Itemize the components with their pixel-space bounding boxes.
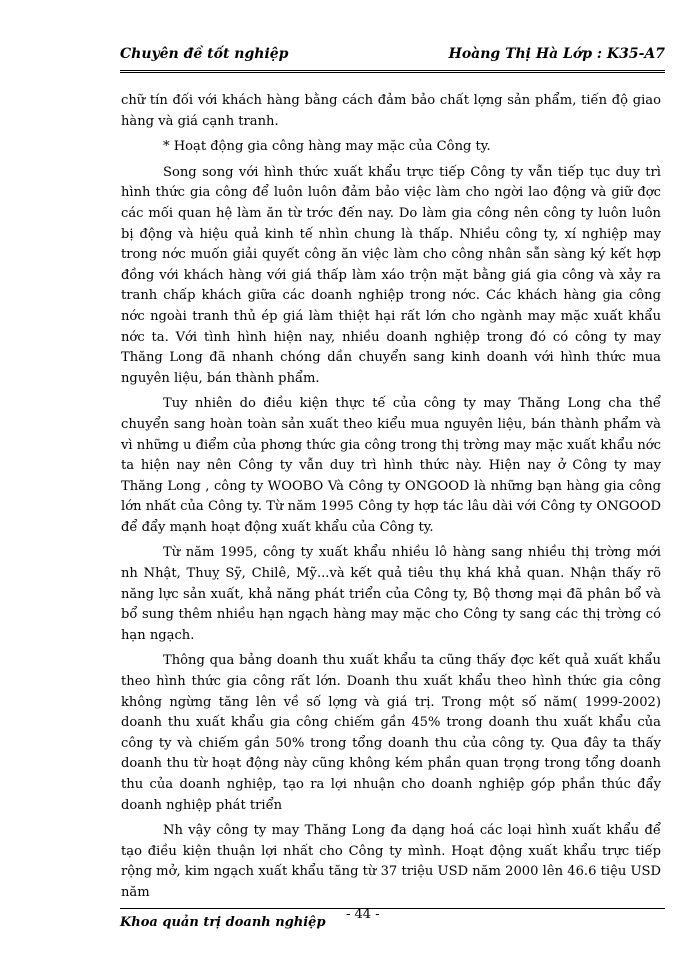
section-heading: * Hoạt động gia công hàng may mặc của Công ty. bbox=[163, 139, 491, 155]
paragraph: Thông qua bảng doanh thu xuất khẩu ta cũng thấy đợc kết quả xuất khẩu theo hình thức gia công rất lớn. Doanh thu xuất khẩu theo hình thức gia công không ngừng tăng lên về số lợng và giá trị. Trong một số năm( 1999-2002) doanh thu xuất khẩu gia công chiếm gần 45% trong doanh thu xuất khẩu của công ty và chiếm gần 50% trong tổng doanh thu của công ty. Qua đây ta thấy doanh thu từ hoạt động này cũng không kém phần quan trọng trong tổng doanh thu của doanh nghiệp, tạo ra lợi nhuận cho doanh nghiệp góp phần thúc đẩy doanh nghiệp phát triển bbox=[121, 653, 661, 813]
footer-department: Khoa quản trị doanh nghiệp bbox=[120, 915, 326, 930]
paragraph: Song song với hình thức xuất khẩu trực tiếp Công ty vẫn tiếp tục duy trì hình thức gia công để luôn luôn đảm bảo việc làm cho ngời lao động và giữ đợc các mối quan hệ làm ăn từ trớc đến nay. Do làm gia công nên công ty luôn luôn bị động và hiệu quả kinh tế nhìn chung là thấp. Nhiều công ty, xí nghiệp may trong nớc muốn giải quyết công ăn việc làm cho công nhân sẵn sàng ký kết hợp đồng với khách hàng với giá thấp làm xáo trộn mặt bằng giá gia công và xảy ra tranh chấp khách giữa các doanh nghiệp trong nớc. Các khách hàng gia công nớc ngoài tranh thủ ép giá làm thiệt hại rất lớn cho ngành may mặc xuất khẩu nớc ta. Với tình hình hiện nay, nhiều doanh nghiệp trong đó có công ty may Thăng Long đã nhanh chóng dần chuyển sang kinh doanh với hình thức mua nguyên liệu, bán thành phẩm. bbox=[121, 164, 661, 386]
body-text bbox=[121, 91, 661, 909]
paragraph: Tuy nhiên do điều kiện thực tế của công ty may Thăng Long cha thể chuyển sang hoàn toàn sản xuất theo kiểu mua nguyên liệu, bán thành phẩm và vì những u điểm của phơng thức gia công trong thị trờng may mặc xuất khẩu nớc ta hiện nay nên Công ty vẫn duy trì hình thức này. Hiện nay ở Công ty may Thăng Long , công ty WOOBO Và Công ty ONGOOD là những bạn hàng gia công lớn nhất của Công ty. Từ năm 1995 Công ty hợp tác lâu dài với Công ty ONGOOD để đẩy mạnh hoạt động xuất khẩu của Công ty. bbox=[121, 396, 661, 535]
paragraph: Từ năm 1995, công ty xuất khẩu nhiều lô hàng sang nhiều thị trờng mới nh Nhật, Thuỵ Sỹ, Chilê, Mỹ...và kết quả tiêu thụ khá khả quan. Nhận thấy rõ năng lực sản xuất, khả năng phát triển của Công ty, Bộ thơng mại đã phân bổ và bổ sung thêm nhiều hạn ngạch hàng may mặc cho Công ty sang các thị trờng có hạn ngạch. bbox=[121, 545, 661, 643]
header-title: Chuyên đề tốt nghiệp bbox=[120, 46, 289, 62]
page-number: - 44 - bbox=[346, 907, 380, 922]
paragraph: chữ tín đối với khách hàng bằng cách đảm bảo chất lợng sản phẩm, tiến độ giao hàng và giá cạnh tranh. bbox=[121, 93, 661, 129]
page-footer bbox=[120, 908, 665, 933]
header-author: Hoàng Thị Hà Lớp : K35-A7 bbox=[448, 46, 665, 62]
page-header bbox=[120, 40, 665, 73]
paragraph: Nh vậy công ty may Thăng Long đa dạng hoá các loại hình xuất khẩu để tạo điều kiện thuận lợi nhất cho Công ty mình. Hoạt động xuất khẩu trực tiếp rộng mở, kim ngạch xuất khẩu tăng từ 37 triệu USD năm 2000 lên 46.6 tiệu USD năm bbox=[121, 823, 661, 900]
